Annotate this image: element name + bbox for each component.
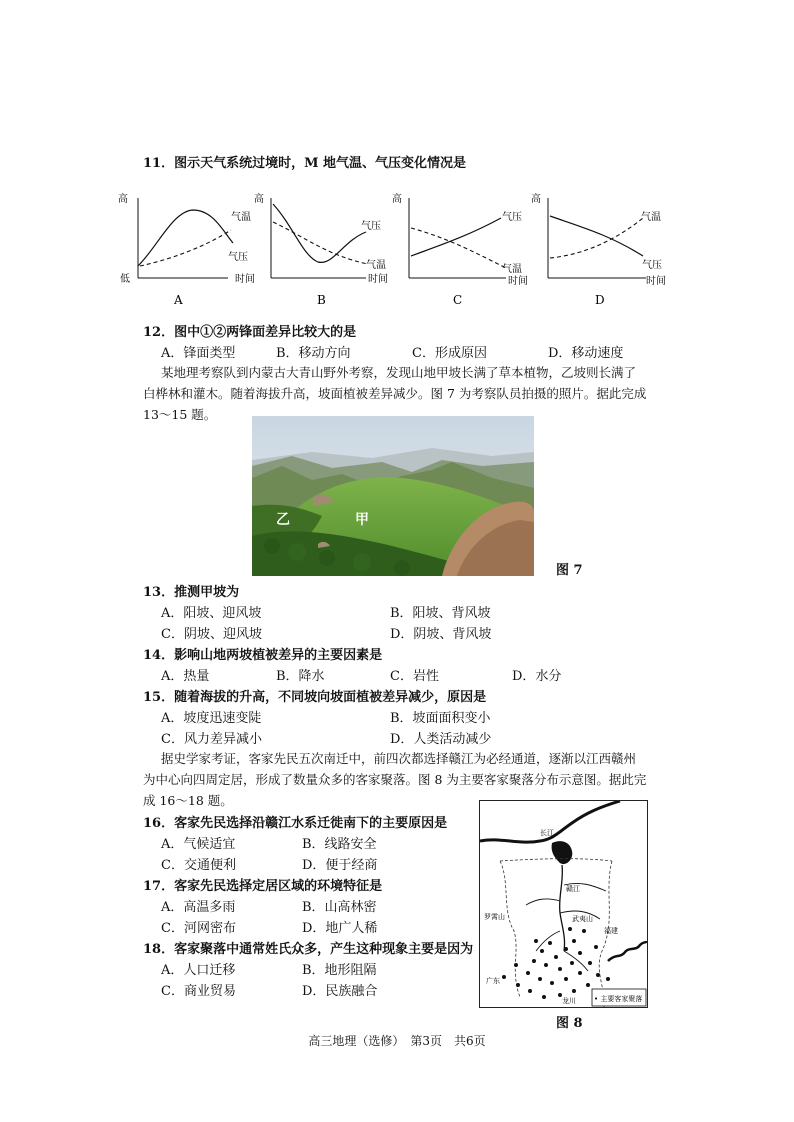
fig8-label-fujian: 福建: [604, 927, 618, 935]
passage1-line2: 白桦林和灌木。随着海拔升高，坡面植被差异减少。图 7 为考察队员拍摄的照片。据此完成: [143, 386, 647, 401]
q16-option-d[interactable]: D．便于经商: [302, 858, 378, 873]
graph-a-temp: 气温: [231, 212, 251, 223]
q15-option-c[interactable]: C．风力差异减小: [161, 732, 262, 747]
q15-option-b[interactable]: B．坡面面积变小: [390, 711, 491, 726]
graph-a-high: 高: [118, 194, 128, 205]
q13-option-c[interactable]: C．阴坡、迎风坡: [161, 627, 262, 642]
q13-option-d[interactable]: D．阴坡、背风坡: [390, 627, 492, 642]
q14-option-d[interactable]: D．水分: [512, 669, 562, 684]
figure-8-map: [479, 800, 648, 1008]
graph-a-pressure: 气压: [228, 252, 248, 263]
q11-graphs: [118, 186, 678, 308]
graph-a: [138, 198, 233, 278]
q17-option-d[interactable]: D．地广人稀: [302, 921, 378, 936]
graph-d-high: 高: [531, 194, 541, 205]
graph-d-caption: D: [595, 293, 605, 307]
graph-b-time: 时间: [368, 274, 388, 285]
q17-stem: 17．客家先民选择定居区域的环境特征是: [143, 879, 383, 894]
settlement-dots: [502, 927, 610, 999]
figure-7-caption: 图 7: [556, 563, 583, 578]
passage2-line1: 据史学家考证，客家先民五次南迁中，前四次都选择赣江为必经通道，逐渐以江西赣州: [161, 751, 637, 766]
graph-a-low: 低: [120, 274, 130, 285]
q12-option-b[interactable]: B．移动方向: [276, 346, 351, 361]
q16-option-c[interactable]: C．交通便利: [161, 858, 236, 873]
fig8-label-guangdong: 广东: [486, 977, 500, 985]
fig7-label-jia: 甲: [355, 512, 369, 528]
fig8-legend: • 主要客家聚落: [594, 995, 643, 1003]
q18-option-b[interactable]: B．地形阻隔: [302, 963, 377, 978]
graph-b-pressure: 气压: [361, 221, 381, 232]
q17-option-a[interactable]: A．高温多雨: [161, 900, 236, 915]
graph-b-temp: 气温: [366, 260, 386, 271]
graph-b-caption: B: [317, 293, 326, 307]
fig8-label-longchuan: 龙川: [562, 997, 576, 1005]
q11-stem: 11．图示天气系统过境时，M 地气温、气压变化情况是: [143, 156, 467, 171]
passage1-line1: 某地理考察队到内蒙古大青山野外考察，发现山地甲坡长满了草本植物，乙坡则长满了: [161, 365, 637, 380]
q12-option-c[interactable]: C．形成原因: [412, 346, 487, 361]
graph-c-high: 高: [392, 194, 402, 205]
graph-d-temp: 气温: [641, 212, 661, 223]
graph-c-caption: C: [453, 293, 463, 307]
passage2-line3: 成 16～18 题。: [143, 793, 233, 808]
graph-c-temp: 气温: [502, 264, 522, 275]
q14-option-c[interactable]: C．岩性: [390, 669, 439, 684]
graph-b-high: 高: [254, 194, 264, 205]
q18-option-a[interactable]: A．人口迁移: [161, 963, 236, 978]
q13-option-a[interactable]: A．阳坡、迎风坡: [161, 606, 262, 621]
q14-option-b[interactable]: B．降水: [276, 669, 325, 684]
figure-7-photo: [252, 416, 534, 576]
fig8-label-wuyi: 武夷山: [572, 915, 593, 923]
q16-option-a[interactable]: A．气候适宜: [161, 837, 236, 852]
fig8-label-changjiang: 长江: [540, 829, 554, 837]
graph-d-time: 时间: [646, 276, 666, 287]
page-footer: 高三地理（选修） 第3页 共6页: [308, 1034, 486, 1048]
q18-stem: 18．客家聚落中通常姓氏众多，产生这种现象主要是因为: [143, 942, 474, 957]
q15-stem: 15．随着海拔的升高，不同坡向坡面植被差异减少，原因是: [143, 690, 487, 705]
q13-option-b[interactable]: B．阳坡、背风坡: [390, 606, 491, 621]
q14-option-a[interactable]: A．热量: [161, 669, 210, 684]
passage2-line2: 为中心向四周定居，形成了数量众多的客家聚落。图 8 为主要客家聚落分布示意图。据此完: [143, 772, 647, 787]
passage1-line3: 13～15 题。: [143, 407, 217, 422]
q18-option-d[interactable]: D．民族融合: [302, 984, 378, 999]
graph-c-time: 时间: [508, 276, 528, 287]
q17-option-b[interactable]: B．山高林密: [302, 900, 377, 915]
figure-8-caption: 图 8: [556, 1016, 583, 1031]
q14-stem: 14．影响山地两坡植被差异的主要因素是: [143, 648, 383, 663]
q15-option-d[interactable]: D．人类活动减少: [390, 732, 492, 747]
graph-c: [409, 198, 506, 278]
fig7-label-yi: 乙: [276, 512, 290, 528]
graph-d-pressure: 气压: [642, 260, 662, 271]
graph-d: [548, 198, 646, 278]
q16-option-b[interactable]: B．线路安全: [302, 837, 377, 852]
graph-a-caption: A: [174, 293, 183, 307]
fig8-label-luoxiao: 罗霄山: [484, 913, 505, 921]
fig8-label-ganjiang: 赣江: [566, 885, 580, 893]
q18-option-c[interactable]: C．商业贸易: [161, 984, 236, 999]
q12-option-a[interactable]: A．锋面类型: [161, 346, 236, 361]
q12-stem: 12．图中①②两锋面差异比较大的是: [143, 325, 357, 340]
q13-stem: 13．推测甲坡为: [143, 585, 240, 600]
q16-stem: 16．客家先民选择沿赣江水系迁徙南下的主要原因是: [143, 816, 448, 831]
q15-option-a[interactable]: A．坡度迅速变陡: [161, 711, 262, 726]
q17-option-c[interactable]: C．河网密布: [161, 921, 236, 936]
graph-a-time: 时间: [235, 274, 255, 285]
graph-c-pressure: 气压: [502, 212, 522, 223]
graph-b: [271, 198, 368, 278]
q12-option-d[interactable]: D．移动速度: [548, 346, 624, 361]
